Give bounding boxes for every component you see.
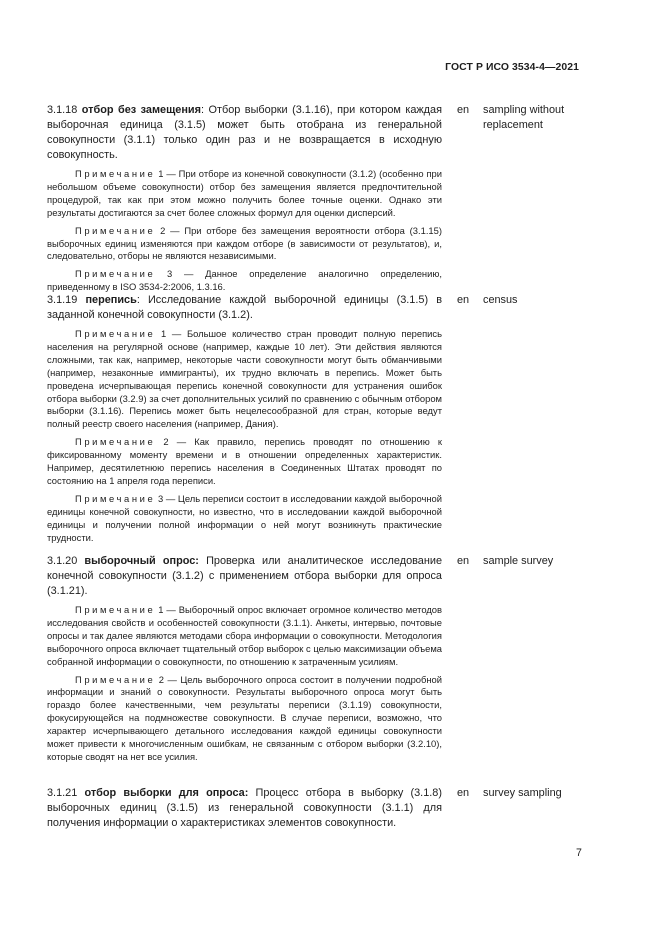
note [47, 493, 442, 545]
note-text: 3 — Данное определение аналогично определению, приведенному в ISO 3534-2:2006, 1.3.16. [47, 268, 442, 293]
note-label: Примечание [75, 268, 156, 280]
note-label: Примечание [75, 224, 156, 236]
note [47, 328, 442, 431]
english-equivalent: sampling without replacement [483, 104, 565, 131]
definition-text: Исследование каждой выборочной единицы (3.1.5) в заданной конечной совокупности (3.1.2). [47, 294, 443, 321]
term-entry-3-1-21 [47, 786, 614, 831]
language-code: en [457, 104, 470, 116]
note-label: Примечание [75, 673, 156, 685]
term-name: выборочный опрос: [84, 555, 199, 567]
term-definition: 3.1.18 отбор без замещения: Отбор выборки (3.1.16), при котором каждая выборочная единица (3.1.5) может быть отобрана из генеральной совокупности (3.1.1) только один раз и не возвращается в исходную совокупность. [47, 104, 442, 161]
term-number: 3.1.21 [47, 787, 78, 799]
definition-text: Процесс отбора в выборку (3.1.8) выборочных единиц (3.1.5) из генеральной совокупности (3.1.1) для получения информации о характеристиках элементов совокупности. [47, 787, 442, 829]
note-label: Примечание [75, 492, 156, 504]
term-definition: 3.1.19 перепись: Исследование каждой выборочной единицы (3.1.5) в заданной конечной совокупности (3.1.2). [47, 294, 443, 321]
term-number: 3.1.20 [47, 555, 78, 567]
note-text: 1 — Большое количество стран проводит полную перепись населения на регулярной основе (например, каждые 10 лет). Эти действия являются сложными, так как, например, некоторые части совокупности могут быть обманчивыми (например, незаконные иммигранты), их трудно включать в перепись. Может быть проведена исчерпывающая перепись конечной совокупности для устранения ошибок отбора выборки (3.2.9) за счет дополнительных усилий по сравнению с обычным отбором выборки (3.1.16). Перепись может быть нецелесообразной для стран, которые ведут полный реестр своего населения (например, Дания). [47, 328, 442, 430]
note [47, 268, 442, 294]
term-name: перепись [85, 294, 137, 306]
note [47, 168, 442, 220]
term-number: 3.1.19 [47, 294, 78, 306]
language-code: en [457, 787, 470, 799]
term-entry-3-1-20 [47, 554, 614, 764]
language-code: en [457, 555, 470, 567]
definition-text: Отбор выборки (3.1.16), при котором каждая выборочная единица (3.1.5) может быть отобрана из генеральной совокупности (3.1.1) только один раз и не возвращается в исходную совокупность. [47, 104, 442, 161]
term-name: отбор без замещения [81, 104, 201, 116]
note [47, 604, 442, 669]
note [47, 225, 442, 264]
note [47, 674, 442, 764]
document-header: ГОСТ Р ИСО 3534-4—2021 [445, 62, 579, 73]
term-definition [47, 554, 442, 599]
english-equivalent: sample survey [483, 555, 554, 567]
term-number: 3.1.18 [47, 104, 78, 116]
note-text: 2 — При отборе без замещения вероятности отбора (3.1.15) выборочных единиц изменяются при каждом отборе (в зависимости от результатов), и, следовательно, отборы не являются независимыми. [47, 224, 442, 262]
term-definition [47, 786, 442, 831]
note-label: Примечание [75, 168, 156, 179]
language-code: en [457, 294, 470, 306]
note [47, 436, 442, 488]
note-text: 1 — Выборочный опрос включает огромное количество методов исследования свойств и особенностей совокупности (3.1.1). Анкеты, интервью, почтовые опросы и так далее являются методами сбора информации о совокупности. Методология выборочного опроса включает тщательный отбор выборок с целью максимизации объема собранной информации о совокупности, по отношению к затраченным усилиям. [47, 604, 442, 667]
definition-text: Проверка или аналитическое исследование конечной совокупности (3.1.2) с применением отбора выборки для опроса (3.1.21). [47, 555, 443, 597]
note-text: 1 — При отборе из конечной совокупности (3.1.2) (особенно при небольшом объеме совокупности) отбор без замещения является предпочтительной процедурой, так как при этом можно получить более точные оценки. Однако эти результаты достигаются за счет более сложных формул для оценки дисперсий. [47, 168, 442, 218]
note-label: Примечание [75, 328, 156, 339]
page-number: 7 [576, 847, 582, 859]
english-equivalent: census [483, 294, 518, 306]
note-label: Примечание [75, 604, 156, 615]
english-equivalent: survey sampling [483, 787, 562, 799]
note-label: Примечание [75, 436, 156, 448]
term-entry-3-1-18 [47, 103, 614, 294]
note-text: 3 — Цель переписи состоит в исследовании каждой выборочной единицы конечной совокупности, но известно, что в исследовании каждой выборочной единицы и получении полной информации о ней могут возникнуть практические трудности. [47, 492, 442, 543]
term-entry-3-1-19 [47, 293, 614, 545]
note-text: 2 — Как правило, перепись проводят по отношению к фиксированному моменту времени и в отношении определенных характеристик. Например, десятилетнюю перепись населения в Соединенных Штатах проводят по состоянию на 1 апреля года переписи. [47, 436, 442, 486]
term-name: отбор выборки для опроса: [84, 787, 249, 799]
note-text: 2 — Цель выборочного опроса состоит в получении подробной информации и знаний о совокупности. Результаты выборочного опроса могут быть гораздо более качественными, чем результаты переписи (3.1.19) совокупности, фокусирующейся на подмножестве совокупности. В случае переписи, возможно, что характер исчерпывающего детального исследования каждой единицы совокупности может привести к многочисленным ошибкам, не связанным с отбором выборки (3.2.10), которые сводят на нет все усилия. [47, 673, 442, 762]
